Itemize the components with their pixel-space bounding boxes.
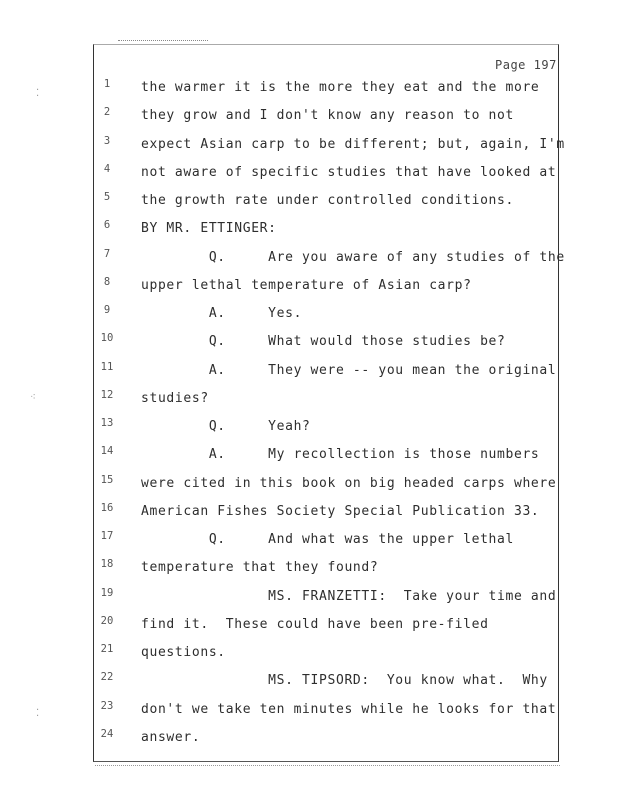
transcript-line bbox=[0, 502, 618, 528]
line-text: Q. What would those studies be? bbox=[141, 334, 506, 350]
transcript-line bbox=[0, 106, 618, 132]
hole-punch-mark: ⁖ bbox=[30, 392, 36, 403]
transcript-line bbox=[0, 474, 618, 500]
line-text: Q. And what was the upper lethal bbox=[141, 532, 514, 547]
line-text: not aware of specific studies that have looked at bbox=[141, 164, 557, 180]
line-number: 6 bbox=[103, 219, 111, 232]
line-text: they grow and I don't know any reason to not bbox=[141, 108, 514, 124]
line-number: 10 bbox=[100, 332, 114, 345]
line-number: 2 bbox=[103, 106, 111, 119]
line-text: A. My recollection is those numbers bbox=[141, 447, 540, 463]
transcript-line bbox=[0, 248, 618, 274]
transcript-line bbox=[0, 530, 618, 556]
transcript-line bbox=[0, 643, 618, 669]
line-number: 16 bbox=[100, 501, 114, 514]
line-text: temperature that they found? bbox=[141, 560, 379, 576]
transcript-line bbox=[0, 417, 618, 443]
transcript-line bbox=[0, 163, 618, 189]
hole-punch-mark: ⁚ bbox=[36, 708, 40, 719]
transcript-line bbox=[0, 558, 618, 584]
transcript-line bbox=[0, 389, 618, 415]
line-number: 23 bbox=[100, 699, 114, 712]
line-number: 1 bbox=[103, 78, 111, 90]
line-text: the warmer it is the more they eat and the more bbox=[141, 80, 540, 95]
hole-punch-mark: ⁚ bbox=[36, 88, 40, 99]
transcript-line bbox=[0, 361, 618, 387]
line-text: were cited in this book on big headed carps where bbox=[141, 475, 557, 491]
transcript-line bbox=[0, 191, 618, 217]
line-number: 14 bbox=[100, 445, 114, 458]
line-text: American Fishes Society Special Publication 33. bbox=[141, 503, 540, 519]
transcript-line bbox=[0, 332, 618, 358]
line-text: expect Asian carp to be different; but, again, I'm bbox=[141, 136, 565, 152]
transcript-line bbox=[0, 615, 618, 641]
line-number: 5 bbox=[103, 191, 111, 203]
transcript-line bbox=[0, 728, 618, 754]
line-text: MS. FRANZETTI: Take your time and bbox=[141, 588, 557, 604]
transcript-line bbox=[0, 671, 618, 697]
line-text: questions. bbox=[141, 645, 226, 660]
line-number: 17 bbox=[100, 530, 114, 542]
line-number: 8 bbox=[103, 275, 111, 288]
transcript-line bbox=[0, 135, 618, 161]
line-text: answer. bbox=[141, 729, 201, 745]
transcript-line bbox=[0, 304, 618, 330]
line-text: upper lethal temperature of Asian carp? bbox=[141, 277, 472, 293]
line-text: find it. These could have been pre-filed bbox=[141, 616, 489, 632]
line-number: 15 bbox=[100, 473, 114, 486]
line-text: Q. Yeah? bbox=[141, 419, 311, 434]
line-number: 19 bbox=[100, 586, 114, 599]
line-number: 3 bbox=[103, 134, 111, 147]
line-text: BY MR. ETTINGER: bbox=[141, 221, 277, 237]
line-number: 13 bbox=[100, 417, 114, 429]
line-text: Q. Are you aware of any studies of the bbox=[141, 249, 565, 265]
transcript-line bbox=[0, 276, 618, 302]
line-number: 24 bbox=[100, 727, 114, 740]
line-number: 9 bbox=[103, 304, 111, 316]
line-number: 21 bbox=[100, 643, 114, 655]
transcript-line bbox=[0, 219, 618, 245]
line-text: don't we take ten minutes while he looks for that bbox=[141, 701, 557, 717]
line-text: A. Yes. bbox=[141, 306, 303, 321]
page-number: Page 197 bbox=[495, 58, 557, 72]
transcript-line bbox=[0, 587, 618, 613]
line-number: 20 bbox=[100, 614, 114, 627]
transcript-line bbox=[0, 78, 618, 104]
line-text: A. They were -- you mean the original bbox=[141, 362, 557, 378]
line-number: 12 bbox=[100, 388, 114, 401]
line-number: 4 bbox=[103, 162, 111, 175]
line-text: studies? bbox=[141, 390, 209, 406]
line-number: 11 bbox=[100, 360, 114, 373]
transcript-line bbox=[0, 445, 618, 471]
line-text: the growth rate under controlled conditions. bbox=[141, 193, 514, 208]
scan-artifact-top bbox=[118, 40, 208, 43]
line-number: 22 bbox=[100, 671, 114, 684]
transcript-line bbox=[0, 700, 618, 726]
line-number: 18 bbox=[100, 558, 114, 571]
scan-artifact-bottom bbox=[95, 765, 560, 768]
line-number: 7 bbox=[103, 247, 111, 260]
line-text: MS. TIPSORD: You know what. Why bbox=[141, 673, 548, 689]
